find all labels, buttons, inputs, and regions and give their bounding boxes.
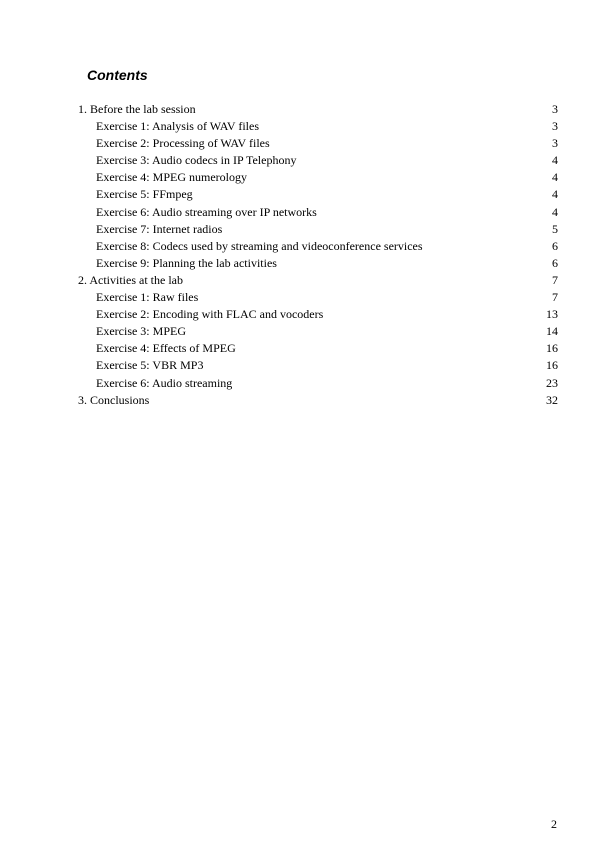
toc-entry-page: 6 xyxy=(552,255,558,270)
toc-entry[interactable] xyxy=(78,135,558,152)
toc-entry[interactable] xyxy=(78,101,558,118)
toc-entry-page: 4 xyxy=(552,170,558,185)
toc-entry-label: Exercise 4: MPEG numerology xyxy=(96,170,247,185)
toc-entry[interactable] xyxy=(78,204,558,221)
toc-entry-label: Exercise 7: Internet radios xyxy=(96,221,223,236)
toc-entry-label: 3. Conclusions xyxy=(78,392,150,407)
toc-entry-page: 6 xyxy=(552,238,558,253)
toc-entry-label: Exercise 3: MPEG xyxy=(96,324,186,339)
toc-entry-label: Exercise 1: Raw files xyxy=(96,290,199,305)
toc-entry[interactable] xyxy=(78,118,558,135)
toc-entry-label: Exercise 5: FFmpeg xyxy=(96,187,193,202)
toc-entry-page: 4 xyxy=(552,204,558,219)
toc-entry[interactable] xyxy=(78,392,558,409)
toc-entry-label: Exercise 9: Planning the lab activities xyxy=(96,255,277,270)
toc-entry-label: Exercise 6: Audio streaming over IP networks xyxy=(96,204,317,219)
toc-entry[interactable] xyxy=(78,323,558,340)
toc-entry[interactable] xyxy=(78,169,558,186)
toc-entry-page: 4 xyxy=(552,153,558,168)
toc-entry-label: Exercise 1: Analysis of WAV files xyxy=(96,119,259,134)
toc-entry-page: 14 xyxy=(546,324,558,339)
toc-entry[interactable] xyxy=(78,255,558,272)
toc-entry[interactable] xyxy=(78,221,558,238)
toc-entry-page: 16 xyxy=(546,358,558,373)
toc-entry[interactable] xyxy=(78,375,558,392)
toc-entry-label: Exercise 2: Processing of WAV files xyxy=(96,136,270,151)
toc-entry-label: 1. Before the lab session xyxy=(78,102,196,116)
toc-entry-page: 7 xyxy=(552,290,558,305)
toc-entry[interactable] xyxy=(78,186,558,203)
toc-entry-page: 3 xyxy=(552,136,558,151)
page-number: 2 xyxy=(551,817,557,831)
toc-entry-page: 16 xyxy=(546,341,558,356)
toc-entry-label: 2. Activities at the lab xyxy=(78,272,183,287)
toc-entry-label: Exercise 8: Codecs used by streaming and videoconference services xyxy=(96,238,423,253)
toc-entry-label: Exercise 3: Audio codecs in IP Telephony xyxy=(96,153,297,168)
toc-entry-page: 4 xyxy=(552,187,558,202)
toc-entry[interactable] xyxy=(78,306,558,323)
toc-title: Contents xyxy=(87,67,148,83)
toc-entry[interactable] xyxy=(78,357,558,374)
toc-entry-page: 5 xyxy=(552,221,558,236)
toc-entry[interactable] xyxy=(78,152,558,169)
table-of-contents xyxy=(78,101,558,409)
toc-entry-page: 23 xyxy=(546,375,558,390)
toc-entry-label: Exercise 2: Encoding with FLAC and vocoders xyxy=(96,307,324,322)
toc-entry-label: Exercise 6: Audio streaming xyxy=(96,375,233,390)
toc-entry-page: 32 xyxy=(546,392,558,407)
toc-entry-page: 7 xyxy=(552,272,558,287)
toc-entry-page: 3 xyxy=(552,102,558,116)
toc-entry-page: 13 xyxy=(546,307,558,322)
toc-entry-label: Exercise 4: Effects of MPEG xyxy=(96,341,236,356)
toc-entry[interactable] xyxy=(78,289,558,306)
toc-entry-label: Exercise 5: VBR MP3 xyxy=(96,358,204,373)
toc-entry-page: 3 xyxy=(552,119,558,134)
toc-entry[interactable] xyxy=(78,340,558,357)
toc-entry[interactable] xyxy=(78,272,558,289)
toc-entry[interactable] xyxy=(78,238,558,255)
